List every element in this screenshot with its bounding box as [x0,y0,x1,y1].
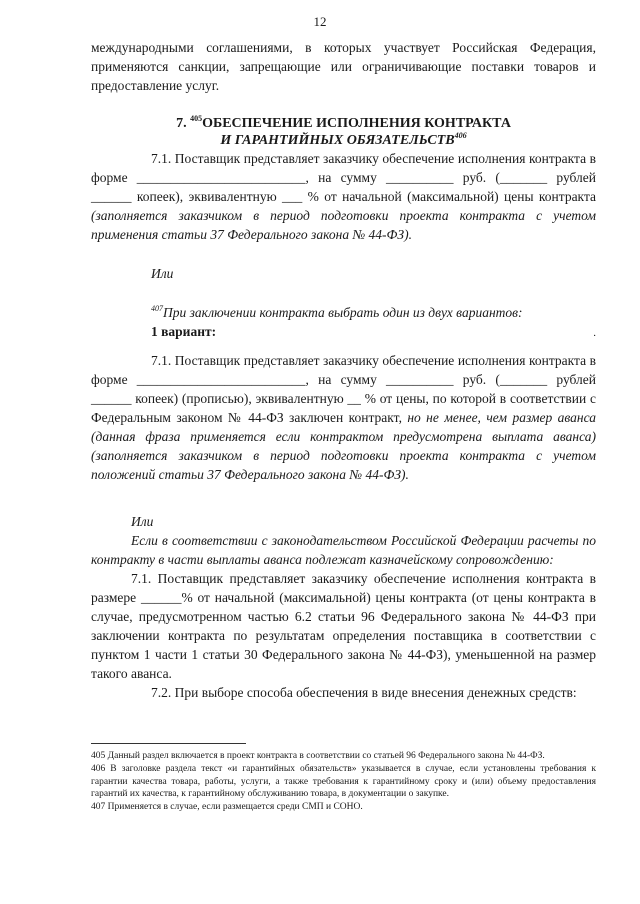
treasury-condition: Если в соответствии с законодательством Российской Федерации расчеты по контракту в части выплаты аванса подлежат казначейскому сопровождению: [91,533,596,567]
footnote-separator [91,743,246,744]
variant-1-row [91,322,596,343]
footnote-406: 406 В заголовке раздела текст «и гарантийных обязательств» указывается в случае, если установлены требования к гарантии качества товара, работы, услуги, а также требования к гарантийному сроку и (или) объему предоставления гарантий их качества, к гарантийному обслуживанию товара, в документации о закупке. [91,763,596,800]
clause-7-1-a-note: (заполняется заказчиком в период подготовки проекта контракта с учетом применения статьи 37 Федерального закона № 44-ФЗ). [91,208,596,242]
footnote-ref-405: 405 [190,114,203,123]
footnote-ref-407: 407 [151,304,163,313]
clause-7-1-a-text: 7.1. Поставщик представляет заказчику обеспечение исполнения контракта в форме _________________________, на сумму __________ руб. (_______ рублей ______ копеек), эквивалентную ___ % от начальной (максимальной) цены контракта [91,151,596,204]
or-separator-2: Или [131,514,154,529]
clause-7-1-b-note: но не менее, чем размер аванса (данная фраза применяется если контрактом предусмотрена выплата аванса) (заполняется заказчиком в период подготовки проекта контракта с учетом положений статьи 37 Федерального закона № 44-ФЗ). [91,410,596,482]
page-number: 12 [313,14,327,29]
section-title-line2 [91,132,596,149]
footnote-ref-406: 406 [454,131,467,140]
footnotes [91,750,596,814]
section-number: 7. [176,116,187,131]
document-body [91,38,596,702]
variant-1-label: 1 вариант: [151,324,217,339]
clause-7-1-b-text: 7.1. Поставщик представляет заказчику обеспечение исполнения контракта в форме _________________________, на сумму __________ руб. (_______ рублей ______ копеек) (прописью), эквивалентную __ % от цены, по которой в соответствии с Федеральным законом № 44-ФЗ заключен контракт, [91,353,596,425]
clause-7-1-a [91,149,596,244]
clause-7-1-b [91,351,596,484]
section-title-text1: ОБЕСПЕЧЕНИЕ ИСПОЛНЕНИЯ КОНТРАКТА [202,116,511,131]
or-separator-1: Или [151,266,174,281]
choice-text: При заключении контракта выбрать один из двух вариантов: [163,305,523,320]
intro-paragraph: международными соглашениями, в которых участвует Российская Федерация, применяются санкции, запрещающие или ограничивающие поставки товаров и предоставление услуг. [91,40,596,93]
section-title-line1 [91,115,596,132]
footnote-405: 405 Данный раздел включается в проект контракта в соответствии со статьей 96 Федерального закона № 44-ФЗ. [91,751,545,761]
clause-7-2: 7.2. При выборе способа обеспечения в виде внесения денежных средств: [151,685,577,700]
section-heading [91,115,596,149]
clause-7-1-c: 7.1. Поставщик представляет заказчику обеспечение исполнения контракта в размере ______% от начальной (максимальной) цены контракта (от цены контракта в случае, предусмотренном частью 6.2 статьи 96 Федерального закона № 44-ФЗ при заключении контракта по результатам определения поставщика в соответствии с пунктом 1 части 1 статьи 30 Федерального закона № 44-ФЗ), уменьшенной на размер такого аванса. [91,571,596,681]
footnote-407: 407 Применяется в случае, если размещается среди СМП и СОНО. [91,802,363,813]
variant-1-mark: . [593,327,596,339]
section-title-text2: И ГАРАНТИЙНЫХ ОБЯЗАТЕЛЬСТВ [220,133,455,148]
choice-instruction [91,303,596,322]
